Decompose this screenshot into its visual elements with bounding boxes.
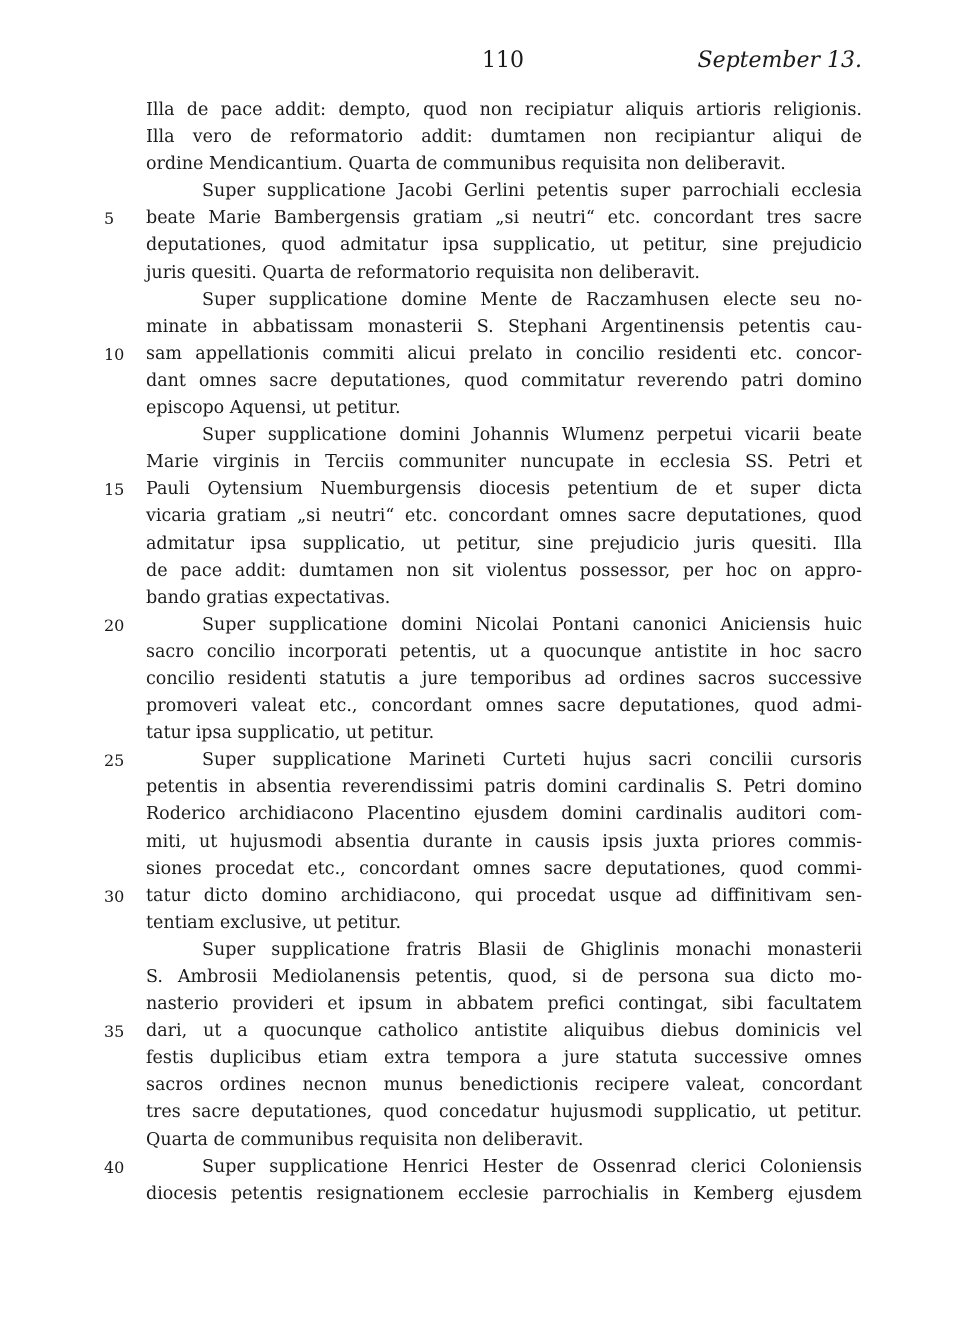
line-number: 30 (104, 886, 125, 906)
text-line (146, 178, 862, 205)
line-text: Marie virginis in Terciis communiter nuncupate in ecclesia SS. Petri et (146, 452, 862, 473)
text-line (104, 341, 862, 368)
text-line (146, 991, 862, 1018)
line-text: admitatur ipsa supplicatio, ut petitur, sine prejudicio juris quesiti. Illa (146, 533, 862, 554)
text-line (146, 287, 862, 314)
text-line (146, 1045, 862, 1072)
line-number: 35 (104, 1022, 125, 1042)
text-line (146, 964, 862, 991)
text-line (146, 693, 862, 720)
text-line (146, 1072, 862, 1099)
text-line (104, 1154, 862, 1181)
line-text: festis duplicibus etiam extra tempora a jure statuta successive omnes (146, 1048, 862, 1069)
line-text: Super supplicatione domine Mente de Raczamhusen electe seu no- (202, 289, 862, 310)
line-text: de pace addit: dumtamen non sit violentus possessor, per hoc on appro- (146, 560, 862, 581)
text-line (104, 205, 862, 232)
text-line (146, 639, 862, 666)
text-line (146, 395, 862, 422)
text-line (146, 232, 862, 259)
line-text: S. Ambrosii Mediolanensis petentis, quod, si de persona sua dicto mo- (146, 967, 862, 987)
line-text: episcopo Aquensi, ut petitur. (146, 398, 401, 419)
text-line (104, 747, 862, 774)
line-text: Super supplicatione domini Johannis Wlumenz perpetui vicarii beate (202, 425, 862, 446)
text-line (146, 422, 862, 449)
text-line (146, 124, 862, 151)
line-text: ordine Mendicantium. Quarta de communibus requisita non deliberavit. (146, 154, 786, 175)
line-text: Illa de pace addit: dempto, quod non recipiatur aliquis artioris religionis. (146, 100, 862, 120)
line-text: dari, ut a quocunque catholico antistite aliquibus diebus dominicis vel (146, 1021, 862, 1042)
text-line (146, 910, 862, 937)
text-line (146, 503, 862, 530)
line-number: 10 (104, 344, 125, 364)
text-line (104, 883, 862, 910)
text-line (146, 720, 862, 747)
text-line (146, 97, 862, 124)
line-text: sacros ordines necnon munus benedictionis recipere valeat, concordant (146, 1075, 862, 1096)
text-line (146, 856, 862, 883)
text-line (104, 612, 862, 639)
line-text: tatur ipsa supplicatio, ut petitur. (146, 723, 435, 744)
text-line (146, 1181, 862, 1208)
line-number: 15 (104, 480, 125, 500)
line-text: Super supplicatione Marineti Curteti hujus sacri concilii cursoris (202, 750, 862, 771)
line-text: sacro concilio incorporati petentis, ut a quocunque antistite in hoc sacro (146, 641, 862, 662)
text-line (146, 558, 862, 585)
line-text: miti, ut hujusmodi absentia durante in causis ipsis juxta priores commis- (146, 831, 862, 852)
text-line (146, 449, 862, 476)
text-line (146, 937, 862, 964)
line-text: Super supplicatione Henrici Hester de Ossenrad clerici Coloniensis (202, 1156, 862, 1177)
line-text: juris quesiti. Quarta de reformatorio requisita non deliberavit. (146, 262, 700, 283)
line-text: vicaria gratiam „si neutri“ etc. concordant omnes sacre deputationes, quod (146, 506, 862, 527)
line-text: promoveri valeat etc., concordant omnes sacre deputationes, quod admi- (146, 696, 862, 717)
text-line (146, 260, 862, 287)
line-text: tres sacre deputationes, quod concedatur hujusmodi supplicatio, ut petitur. (146, 1102, 862, 1123)
line-number: 5 (104, 209, 115, 229)
line-text: sam appellationis commiti alicui prelato in concilio residenti etc. concor- (146, 343, 862, 364)
line-text: Super supplicatione domini Nicolai Pontani canonici Aniciensis huic (202, 614, 862, 635)
line-text: bando gratias expectativas. (146, 587, 391, 608)
running-head: September 13. (697, 48, 862, 73)
line-text: siones procedat etc., concordant omnes sacre deputationes, quod commi- (146, 858, 862, 879)
text-line (146, 1099, 862, 1126)
text-line (146, 801, 862, 828)
document-body (104, 97, 862, 1208)
line-text: Quarta de communibus requisita non deliberavit. (146, 1129, 584, 1150)
line-text: diocesis petentis resignationem ecclesie parrochialis in Kemberg ejusdem (146, 1183, 862, 1204)
line-number: 25 (104, 751, 125, 771)
line-text: beate Marie Bambergensis gratiam „si neutri“ etc. concordant tres sacre (146, 208, 862, 229)
line-text: deputationes, quod admitatur ipsa supplicatio, ut petitur, sine prejudicio (146, 235, 862, 256)
line-number: 20 (104, 615, 125, 635)
text-line (146, 585, 862, 612)
line-text: petentis in absentia reverendissimi patris domini cardinalis S. Petri domino (146, 777, 862, 798)
text-line (146, 774, 862, 801)
text-line (104, 1018, 862, 1045)
text-line (104, 476, 862, 503)
line-text: Roderico archidiacono Placentino ejusdem domini cardinalis auditori com- (146, 804, 862, 825)
text-line (146, 151, 862, 178)
text-line (146, 314, 862, 341)
text-line (146, 829, 862, 856)
line-text: nasterio provideri et ipsum in abbatem prefici contingat, sibi facultatem (146, 994, 862, 1015)
line-text: Pauli Oytensium Nuemburgensis diocesis petentium de et super dicta (146, 479, 862, 500)
text-line (146, 368, 862, 395)
line-number: 40 (104, 1157, 125, 1177)
line-text: Illa vero de reformatorio addit: dumtamen non recipiantur aliqui de (146, 127, 862, 148)
text-line (146, 531, 862, 558)
page-number: 110 (482, 48, 524, 73)
line-text: concilio residenti statutis a jure temporibus ad ordines sacros successive (146, 668, 862, 689)
text-line (146, 1127, 862, 1154)
line-text: dant omnes sacre deputationes, quod commitatur reverendo patri domino (146, 370, 862, 391)
line-text: Super supplicatione fratris Blasii de Ghiglinis monachi monasterii (202, 939, 862, 960)
line-text: tentiam exclusive, ut petitur. (146, 912, 402, 933)
text-line (146, 666, 862, 693)
line-text: Super supplicatione Jacobi Gerlini petentis super parrochiali ecclesia (202, 181, 862, 202)
line-text: tatur dicto domino archidiacono, qui procedat usque ad diffinitivam sen- (146, 885, 862, 906)
line-text: minate in abbatissam monasterii S. Stephani Argentinensis petentis cau- (146, 316, 862, 337)
